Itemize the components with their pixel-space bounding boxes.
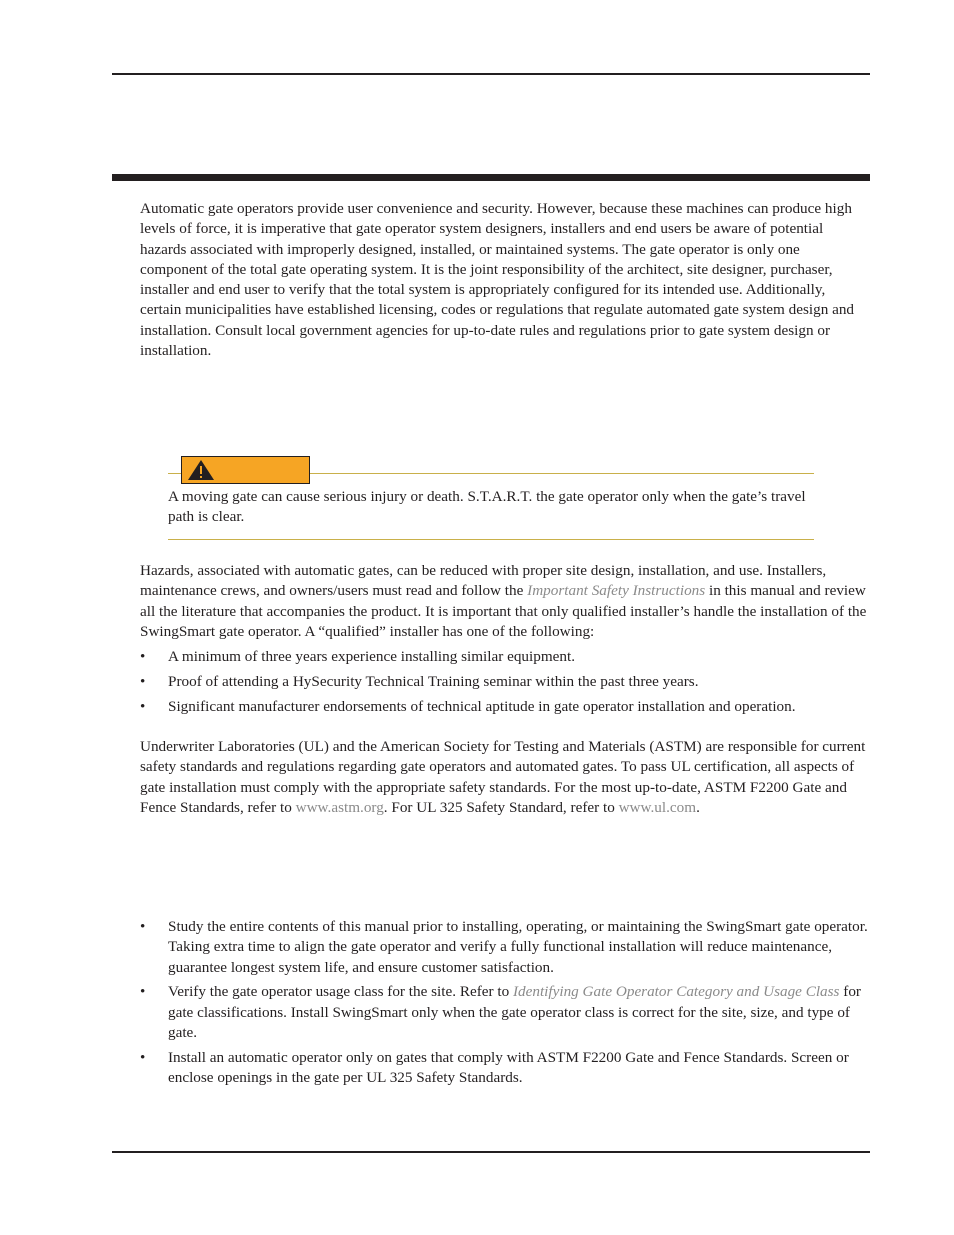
header-rule [112, 73, 870, 75]
list-item [140, 917, 870, 978]
bullet: • [140, 648, 146, 665]
list-item [140, 672, 870, 692]
bullet: • [140, 983, 146, 1001]
standards-paragraph [140, 737, 870, 818]
warning-triangle-icon [186, 459, 216, 481]
ul-link[interactable]: www.ul.com [618, 798, 697, 816]
warning-text: A moving gate can cause serious injury or death. S.T.A.R.T. the gate operator only when the gate’s travel path is clear. [168, 488, 806, 526]
warning-bottom-rule [168, 539, 814, 540]
list-item-text: Study the entire contents of this manual prior to installing, operating, or maintaining the SwingSmart gate operator. Taking extra time to align the gate operator and verify a fully functional installation will reduce maintenance, guarantee longest system life, and ensure customer satisfaction. [168, 918, 868, 976]
astm-link[interactable]: www.astm.org [295, 798, 384, 816]
hazards-text-end: in this manual and review all the literature that accompanies the product. It is important that only qualified installer’s handle the installation of the SwingSmart gate operator. A “qualified” installer has one of the following: [140, 582, 867, 640]
bullet: • [140, 1048, 146, 1066]
list-item [140, 1048, 870, 1089]
warning-label [181, 456, 310, 484]
list-item-text: Proof of attending a HySecurity Technical Training seminar within the past three years. [168, 672, 699, 690]
footer-rule [112, 1151, 870, 1153]
usage-class-link[interactable]: Identifying Gate Operator Category and Usage Class [512, 983, 840, 1001]
section-rule [112, 174, 870, 181]
hazards-paragraph [140, 561, 870, 642]
list-item-text-end: for gate classifications. Install SwingSmart only when the gate operator class is correct for the site, size, and type of gate. [168, 983, 861, 1041]
qualification-list [140, 647, 870, 721]
list-item-text: A minimum of three years experience installing similar equipment. [168, 648, 575, 665]
bullet: • [140, 672, 146, 690]
list-item-text: Install an automatic operator only on gates that comply with ASTM F2200 Gate and Fence Standards. Screen or enclose openings in the gate per UL 325 Safety Standards. [168, 1048, 849, 1087]
guideline-list [140, 917, 870, 1093]
intro-paragraph: Automatic gate operators provide user convenience and security. However, because these machines can produce high levels of force, it is imperative that gate operator system designers, installers and end users be aware of potential hazards associated with improperly designed, installed, or maintained systems. The gate operator is only one component of the total gate operating system. It is the joint responsibility of the architect, site designer, purchaser, installer and end user to verify that the total system is appropriately configured for its intended use. Additionally, certain municipalities have established licensing, codes or regulations that regulate automated gate system design and installation. Consult local government agencies for up-to-date rules and regulations prior to gate system design or installation. [140, 200, 855, 360]
hazards-text: Hazards, associated with automatic gates, can be reduced with proper site design, installation, and use. Installers, maintenance crews, and owners/users must read and follow the [140, 562, 827, 600]
safety-instructions-link[interactable]: Important Safety Instructions [527, 582, 706, 600]
list-item [140, 647, 870, 667]
bullet: • [140, 697, 146, 715]
list-item-text: Verify the gate operator usage class for the site. Refer to [168, 983, 513, 1001]
standards-text: Underwriter Laboratories (UL) and the American Society for Testing and Materials (ASTM) are responsible for current safety standards and regulations regarding gate operators and automated gates. To pass UL certification, all aspects of gate installation must comply with the appropriate safety standards. For the most up-to-date, ASTM F2200 Gate and Fence Standards, refer to [140, 738, 866, 816]
list-item [140, 697, 870, 717]
list-item [140, 982, 870, 1043]
bullet: • [140, 918, 146, 935]
standards-text-end: . [696, 798, 700, 816]
standards-text-mid: . For UL 325 Safety Standard, refer to [383, 798, 619, 816]
list-item-text: Significant manufacturer endorsements of technical aptitude in gate operator installation and operation. [168, 697, 796, 715]
